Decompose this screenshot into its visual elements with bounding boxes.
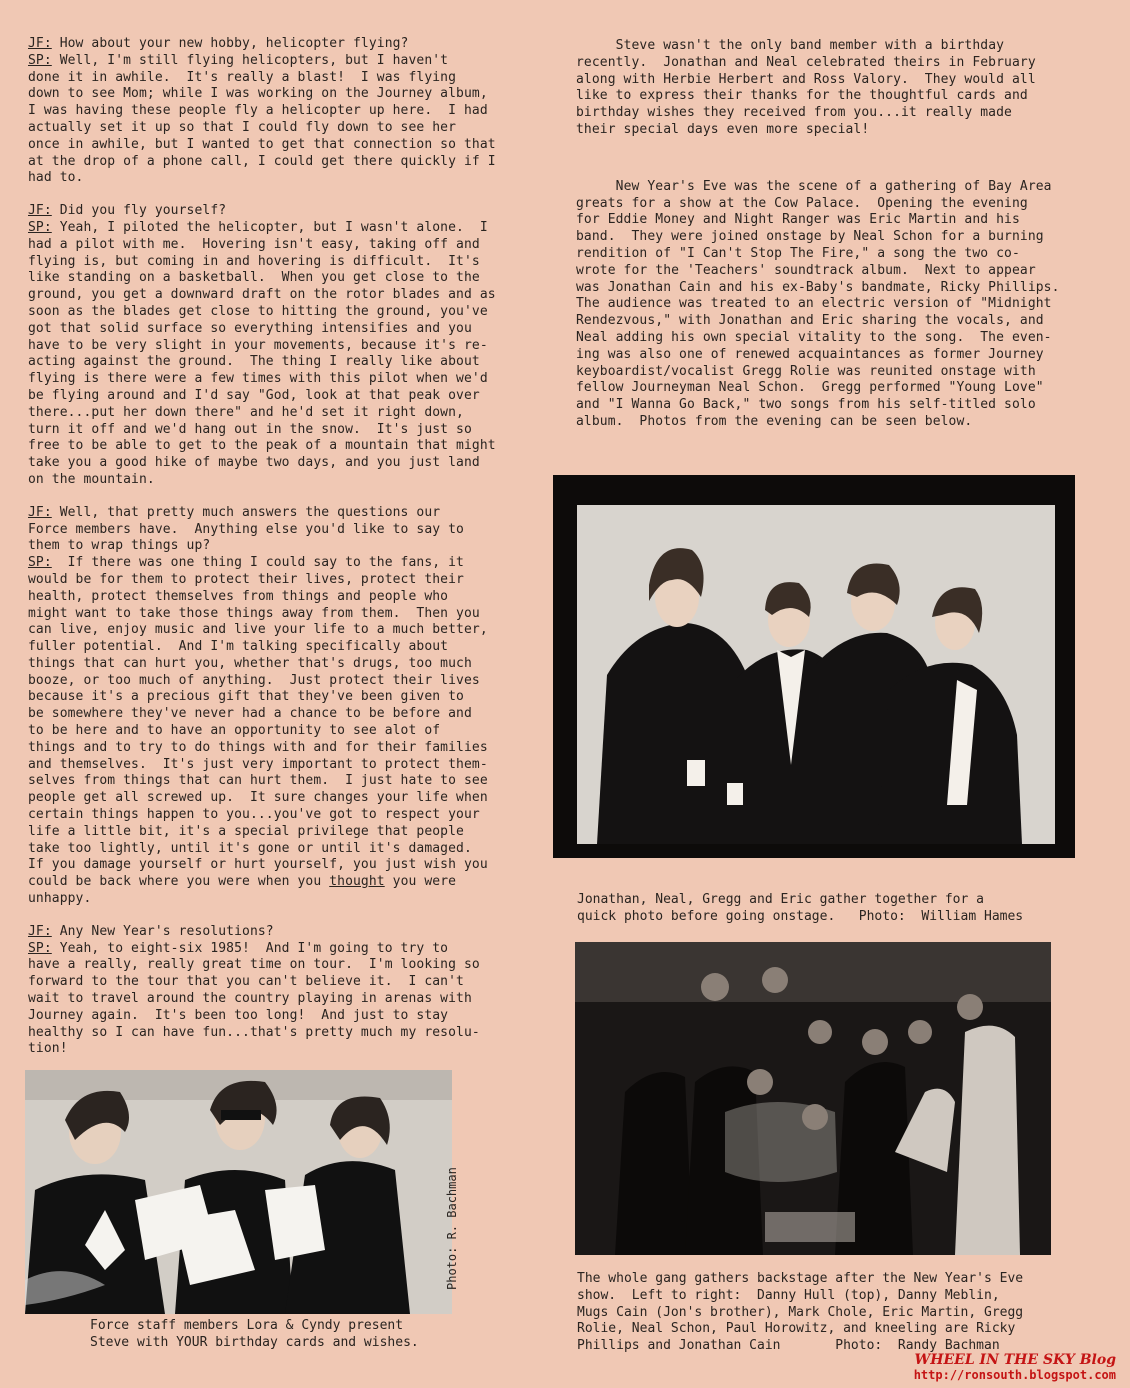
speaker-label: SP:	[28, 52, 52, 68]
speaker-label: JF:	[28, 504, 52, 520]
line-text: New Year's Eve was the scene of a gathering of Bay Area	[576, 178, 1052, 194]
line-text: rendition of "I Can't Stop The Fire," a song the two co-	[576, 245, 1020, 261]
line-text: there...put her down there" and he'd set it right down,	[28, 404, 464, 420]
line-text: fellow Journeyman Neal Schon. Gregg performed "Young Love"	[576, 380, 1044, 396]
caption-line: Phillips and Jonathan Cain Photo: Randy Bachman	[577, 1338, 1000, 1354]
text-line	[28, 706, 528, 723]
text-line	[28, 1025, 528, 1042]
text-line	[28, 203, 528, 220]
paragraph	[28, 924, 528, 1058]
line-text: had to.	[28, 170, 84, 186]
text-line	[28, 807, 528, 824]
caption-line: Force staff members Lora & Cyndy present	[90, 1318, 404, 1333]
line-text: The audience was treated to an electric version of "Midnight	[576, 296, 1052, 312]
text-line	[28, 237, 528, 254]
text-line	[28, 841, 528, 858]
text-line	[28, 924, 528, 941]
line-text: booze, or too much of anything. Just protect their lives	[28, 672, 480, 688]
left-column	[28, 36, 528, 1074]
line-text: forward to the tour that you can't believe it. I can't	[28, 974, 464, 990]
text-line	[28, 154, 528, 171]
line-text: tion!	[28, 1041, 68, 1057]
line-text: greats for a show at the Cow Palace. Opening the evening	[576, 195, 1028, 211]
text-line	[576, 88, 1088, 105]
line-text: album. Photos from the evening can be seen below.	[576, 413, 973, 429]
line-text: done it in awhile. It's really a blast! I was flying	[28, 69, 457, 85]
text-line	[576, 280, 1088, 297]
text-line	[576, 296, 1088, 313]
paragraph	[28, 505, 528, 908]
line-text: be somewhere they've never had a chance to be before and	[28, 706, 472, 722]
caption-line: The whole gang gathers backstage after the New Year's Eve	[577, 1271, 1024, 1286]
text-line	[576, 105, 1088, 122]
text-line	[28, 170, 528, 187]
line-text: ground, you get a downward draft on the rotor blades and as	[28, 287, 496, 303]
text-line	[576, 55, 1088, 72]
text-line	[28, 354, 528, 371]
line-text: flying is, but coming in and hovering is difficult. It's	[28, 253, 480, 269]
text-line	[28, 572, 528, 589]
line-text: recently. Jonathan and Neal celebrated theirs in February	[576, 54, 1036, 70]
text-line	[28, 723, 528, 740]
speaker-label: JF:	[28, 203, 52, 219]
steve-birthday-cards-photo	[25, 1070, 452, 1314]
text-line	[28, 522, 528, 539]
line-text: would be for them to protect their lives, protect their	[28, 571, 464, 587]
speaker-label: SP:	[28, 219, 52, 235]
text-line	[28, 103, 528, 120]
line-text: you were	[384, 874, 457, 890]
paragraph	[28, 203, 528, 489]
text-line	[28, 287, 528, 304]
line-text: at the drop of a phone call, I could get there quickly if I	[28, 153, 496, 169]
text-line	[28, 957, 528, 974]
photo1-caption	[577, 892, 1077, 926]
line-text: keyboardist/vocalist Gregg Rolie was reunited onstage with	[576, 363, 1036, 379]
text-line	[576, 330, 1088, 347]
line-text: could be back where you were when you	[28, 874, 330, 890]
text-line	[576, 229, 1088, 246]
line-text: band. They were joined onstage by Neal Schon for a burning	[576, 229, 1044, 245]
text-line	[576, 397, 1088, 414]
text-line	[28, 689, 528, 706]
line-text: ing was also one of renewed acquaintances as former Journey	[576, 346, 1044, 362]
line-text: acting against the ground. The thing I really like about	[28, 354, 480, 370]
line-text: their special days even more special!	[576, 121, 870, 137]
line-text: turn it off and we'd hang out in the snow. It's just so	[28, 421, 472, 437]
line-text: Force members have. Anything else you'd like to say to	[28, 521, 464, 537]
line-text: flying is there were a few times with this pilot when we'd	[28, 371, 488, 387]
line-text: was Jonathan Cain and his ex-Baby's bandmate, Ricky Phillips.	[576, 279, 1060, 295]
text-line	[576, 414, 1088, 431]
text-line	[28, 438, 528, 455]
text-line	[28, 371, 528, 388]
paragraph	[576, 38, 1088, 139]
text-line	[28, 70, 528, 87]
text-line	[576, 38, 1088, 55]
speaker-label: JF:	[28, 923, 52, 939]
text-line	[576, 196, 1088, 213]
text-line	[576, 212, 1088, 229]
text-line	[28, 891, 528, 908]
line-text: If there was one thing I could say to the fans, it	[51, 555, 464, 571]
line-text: because it's a precious gift that they've been given to	[28, 689, 464, 705]
blog-title: WHEEL IN THE SKY Blog	[914, 1352, 1116, 1368]
line-text: got that solid surface so everything intensifies and you	[28, 320, 472, 336]
text-line	[28, 321, 528, 338]
text-line	[28, 589, 528, 606]
right-column	[576, 38, 1088, 447]
text-line	[28, 757, 528, 774]
line-text: unhappy.	[28, 891, 92, 907]
text-line	[28, 422, 528, 439]
text-line	[28, 991, 528, 1008]
text-line	[28, 338, 528, 355]
line-text: How about your new hobby, helicopter flying?	[51, 36, 409, 51]
text-line	[28, 270, 528, 287]
line-text: things that can hurt you, whether that's drugs, too much	[28, 655, 472, 671]
line-text: take you a good hike of maybe two days, and you just land	[28, 455, 480, 471]
line-text: life a little bit, it's a special privilege that people	[28, 823, 464, 839]
blog-watermark	[914, 1352, 1116, 1382]
text-line	[576, 313, 1088, 330]
text-line	[28, 220, 528, 237]
line-text: I was having these people fly a helicopter up here. I had	[28, 103, 488, 119]
line-text: wrote for the 'Teachers' soundtrack album. Next to appear	[576, 262, 1036, 278]
text-line	[576, 364, 1088, 381]
line-text: down to see Mom; while I was working on the Journey album,	[28, 86, 488, 102]
caption-line: show. Left to right: Danny Hull (top), Danny Meblin,	[577, 1287, 1000, 1303]
line-text: on the mountain.	[28, 471, 155, 487]
text-line	[28, 622, 528, 639]
line-text: take too lightly, until it's gone or until it's damaged.	[28, 840, 472, 856]
line-text: Neal adding his own special vitality to the song. The even-	[576, 329, 1052, 345]
caption-line: quick photo before going onstage. Photo: William Hames	[577, 908, 1024, 924]
line-text: If you damage yourself or hurt yourself, you just wish you	[28, 857, 488, 873]
caption-line: Mugs Cain (Jon's brother), Mark Chole, Eric Martin, Gregg	[577, 1304, 1024, 1320]
line-text: health, protect themselves from things and people who	[28, 588, 449, 604]
text-line	[28, 304, 528, 321]
line-text: free to be able to get to the peak of a mountain that might	[28, 438, 496, 454]
text-line	[28, 86, 528, 103]
text-line	[28, 1041, 528, 1058]
line-text: people get all screwed up. It sure changes your life when	[28, 790, 488, 806]
text-line	[28, 773, 528, 790]
line-text: like to express their thanks for the thoughtful cards and	[576, 88, 1028, 104]
line-text: be flying around and I'd say "God, look at that peak over	[28, 387, 480, 403]
line-text: once in awhile, but I wanted to get that connection so that	[28, 136, 496, 152]
text-line	[28, 857, 528, 874]
line-text: Yeah, I piloted the helicopter, but I wasn't alone. I	[51, 219, 488, 235]
line-text: like standing on a basketball. When you get close to the	[28, 270, 480, 286]
paragraph	[576, 179, 1088, 431]
line-text: for Eddie Money and Night Ranger was Eric Martin and his	[576, 212, 1020, 228]
line-text: can live, enjoy music and live your life to a much better,	[28, 622, 488, 638]
line-text: certain things happen to you...you've got to respect your	[28, 807, 480, 823]
caption-line: Rolie, Neal Schon, Paul Horowitz, and kneeling are Ricky	[577, 1321, 1016, 1337]
text-line	[28, 505, 528, 522]
line-text: selves from things that can hurt them. I just hate to see	[28, 773, 488, 789]
text-line	[28, 120, 528, 137]
text-line	[28, 53, 528, 70]
line-text: Rendezvous," with Jonathan and Eric sharing the vocals, and	[576, 313, 1044, 329]
paragraph	[28, 36, 528, 187]
text-line	[576, 380, 1088, 397]
line-text: birthday wishes they received from you...it really made	[576, 105, 1012, 121]
text-line	[576, 347, 1088, 364]
blog-url[interactable]: http://ronsouth.blogspot.com	[913, 1368, 1116, 1382]
caption-line: Jonathan, Neal, Gregg and Eric gather together for a	[577, 892, 984, 907]
line-text: had a pilot with me. Hovering isn't easy, taking off and	[28, 236, 480, 252]
underlined-word: thought	[329, 874, 385, 890]
line-text: fuller potential. And I'm talking specifically about	[28, 639, 449, 655]
text-line	[576, 246, 1088, 263]
text-line	[28, 388, 528, 405]
text-line	[28, 137, 528, 154]
line-text: Steve wasn't the only band member with a birthday	[576, 38, 1005, 53]
text-line	[28, 254, 528, 271]
text-line	[28, 405, 528, 422]
line-text: wait to travel around the country playing in arenas with	[28, 991, 472, 1007]
text-line	[28, 555, 528, 572]
line-text: Journey again. It's been too long! And just to stay	[28, 1007, 449, 1023]
text-line	[576, 122, 1088, 139]
text-line	[28, 538, 528, 555]
line-text: Any New Year's resolutions?	[51, 923, 274, 939]
line-text: and "I Wanna Go Back," two songs from his self-titled solo	[576, 397, 1036, 413]
text-line	[28, 472, 528, 489]
text-line	[28, 639, 528, 656]
text-line	[28, 36, 528, 53]
text-line	[576, 72, 1088, 89]
line-text: healthy so I can have fun...that's pretty much my resolu-	[28, 1024, 480, 1040]
line-text: actually set it up so that I could fly down to see her	[28, 119, 457, 135]
text-line	[576, 179, 1088, 196]
line-text: Well, I'm still flying helicopters, but I haven't	[51, 52, 449, 68]
line-text: them to wrap things up?	[28, 538, 211, 554]
text-line	[28, 606, 528, 623]
line-text: to be here and to have an opportunity to see alot of	[28, 723, 441, 739]
line-text: Did you fly yourself?	[51, 203, 227, 219]
line-text: soon as the blades get close to hitting the ground, you've	[28, 303, 488, 319]
text-line	[28, 656, 528, 673]
text-line	[28, 874, 528, 891]
text-line	[28, 740, 528, 757]
text-line	[28, 974, 528, 991]
photo2-caption	[577, 1271, 1077, 1355]
text-line	[28, 824, 528, 841]
band-photo-four-members	[553, 475, 1075, 858]
text-line	[28, 941, 528, 958]
line-text: Well, that pretty much answers the questions our	[51, 504, 441, 520]
line-text: have a really, really great time on tour. I'm looking so	[28, 957, 480, 973]
speaker-label: SP:	[28, 555, 52, 571]
line-text: Yeah, to eight-six 1985! And I'm going to try to	[51, 940, 449, 956]
line-text: things and to try to do things with and for their families	[28, 739, 488, 755]
text-line	[28, 673, 528, 690]
photo3-credit: Photo: R. Bachman	[445, 1167, 459, 1290]
text-line	[28, 455, 528, 472]
speaker-label: JF:	[28, 36, 52, 51]
line-text: might want to take those things away from them. Then you	[28, 605, 480, 621]
line-text: and themselves. It's just very important to protect them-	[28, 756, 488, 772]
line-text: along with Herbie Herbert and Ross Valory. They would all	[576, 71, 1036, 87]
backstage-group-photo	[575, 942, 1051, 1255]
speaker-label: SP:	[28, 940, 52, 956]
line-text: have to be very slight in your movements, because it's re-	[28, 337, 488, 353]
text-line	[28, 1008, 528, 1025]
caption-line: Steve with YOUR birthday cards and wishes.	[90, 1334, 419, 1350]
text-line	[28, 790, 528, 807]
text-line	[576, 263, 1088, 280]
photo3-caption	[90, 1318, 450, 1352]
